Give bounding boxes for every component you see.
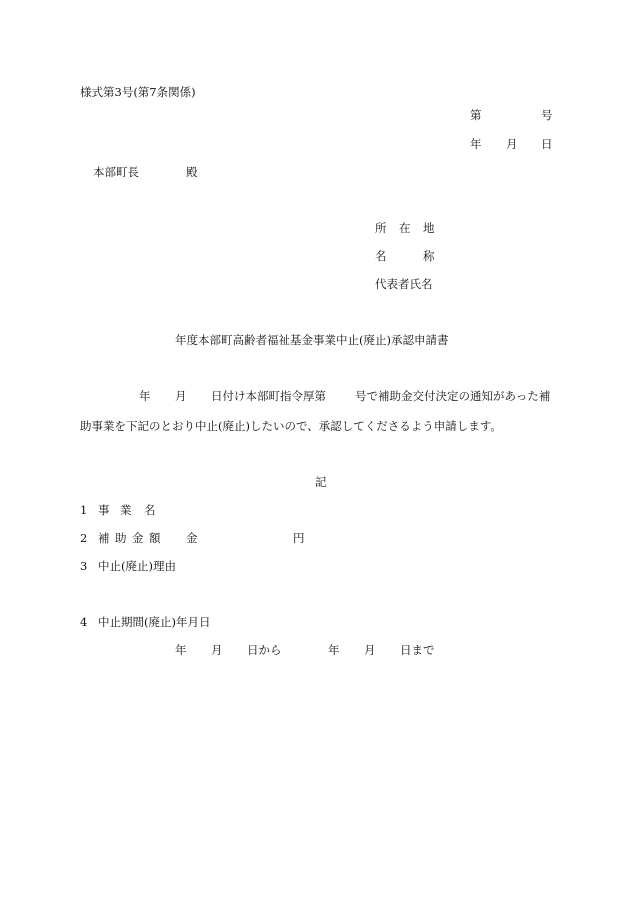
name-label-2: 称	[423, 249, 435, 263]
item2-yen: 円	[293, 531, 305, 545]
item3-number: 3	[80, 559, 88, 573]
doc-number-prefix: 第	[470, 108, 482, 122]
body-number-text: 号で補助金交付決定の通知があった補	[355, 389, 551, 403]
date-year: 年	[470, 137, 482, 151]
item2-label-4: 額	[149, 531, 161, 545]
period-day-to: 日まで	[400, 643, 435, 657]
addressee-name: 本部町長	[93, 165, 139, 179]
form-number: 様式第3号(第7条関係)	[80, 85, 196, 99]
addressee-honorific: 殿	[186, 165, 198, 179]
period-month-1: 月	[211, 643, 223, 657]
period-year-2: 年	[328, 643, 340, 657]
document-title: 年度本部町高齢者福祉基金事業中止(廃止)承認申請書	[175, 333, 449, 347]
item2-label-3: 金	[132, 531, 144, 545]
doc-number-suffix: 号	[541, 108, 553, 122]
date-month: 月	[506, 137, 518, 151]
body-year: 年	[139, 389, 151, 403]
address-label-2: 在	[399, 221, 411, 235]
body-line-2: 助事業を下記のとおり中止(廃止)したいので、承認してくださるよう申請します。	[80, 419, 502, 433]
item1-label-2: 業	[120, 503, 132, 517]
item4-label: 中止期間(廃止)年月日	[98, 615, 211, 629]
name-label-1: 名	[375, 249, 387, 263]
body-month: 月	[175, 389, 187, 403]
ki-heading: 記	[315, 475, 327, 489]
representative-label: 代表者氏名	[375, 277, 433, 291]
item2-kin: 金	[186, 531, 198, 545]
item1-number: 1	[80, 503, 88, 517]
address-label-3: 地	[423, 221, 435, 235]
body-day-text: 日付け本部町指令厚第	[211, 389, 326, 403]
period-month-2: 月	[364, 643, 376, 657]
item1-label-1: 事	[98, 503, 110, 517]
item3-label: 中止(廃止)理由	[98, 559, 176, 573]
item2-label-2: 助	[115, 531, 127, 545]
address-label-1: 所	[375, 221, 387, 235]
period-year-1: 年	[175, 643, 187, 657]
period-day-from: 日から	[247, 643, 282, 657]
item2-label-1: 補	[98, 531, 110, 545]
item1-label-3: 名	[144, 503, 156, 517]
date-day: 日	[541, 137, 553, 151]
item4-number: 4	[80, 615, 88, 629]
item2-number: 2	[80, 531, 88, 545]
